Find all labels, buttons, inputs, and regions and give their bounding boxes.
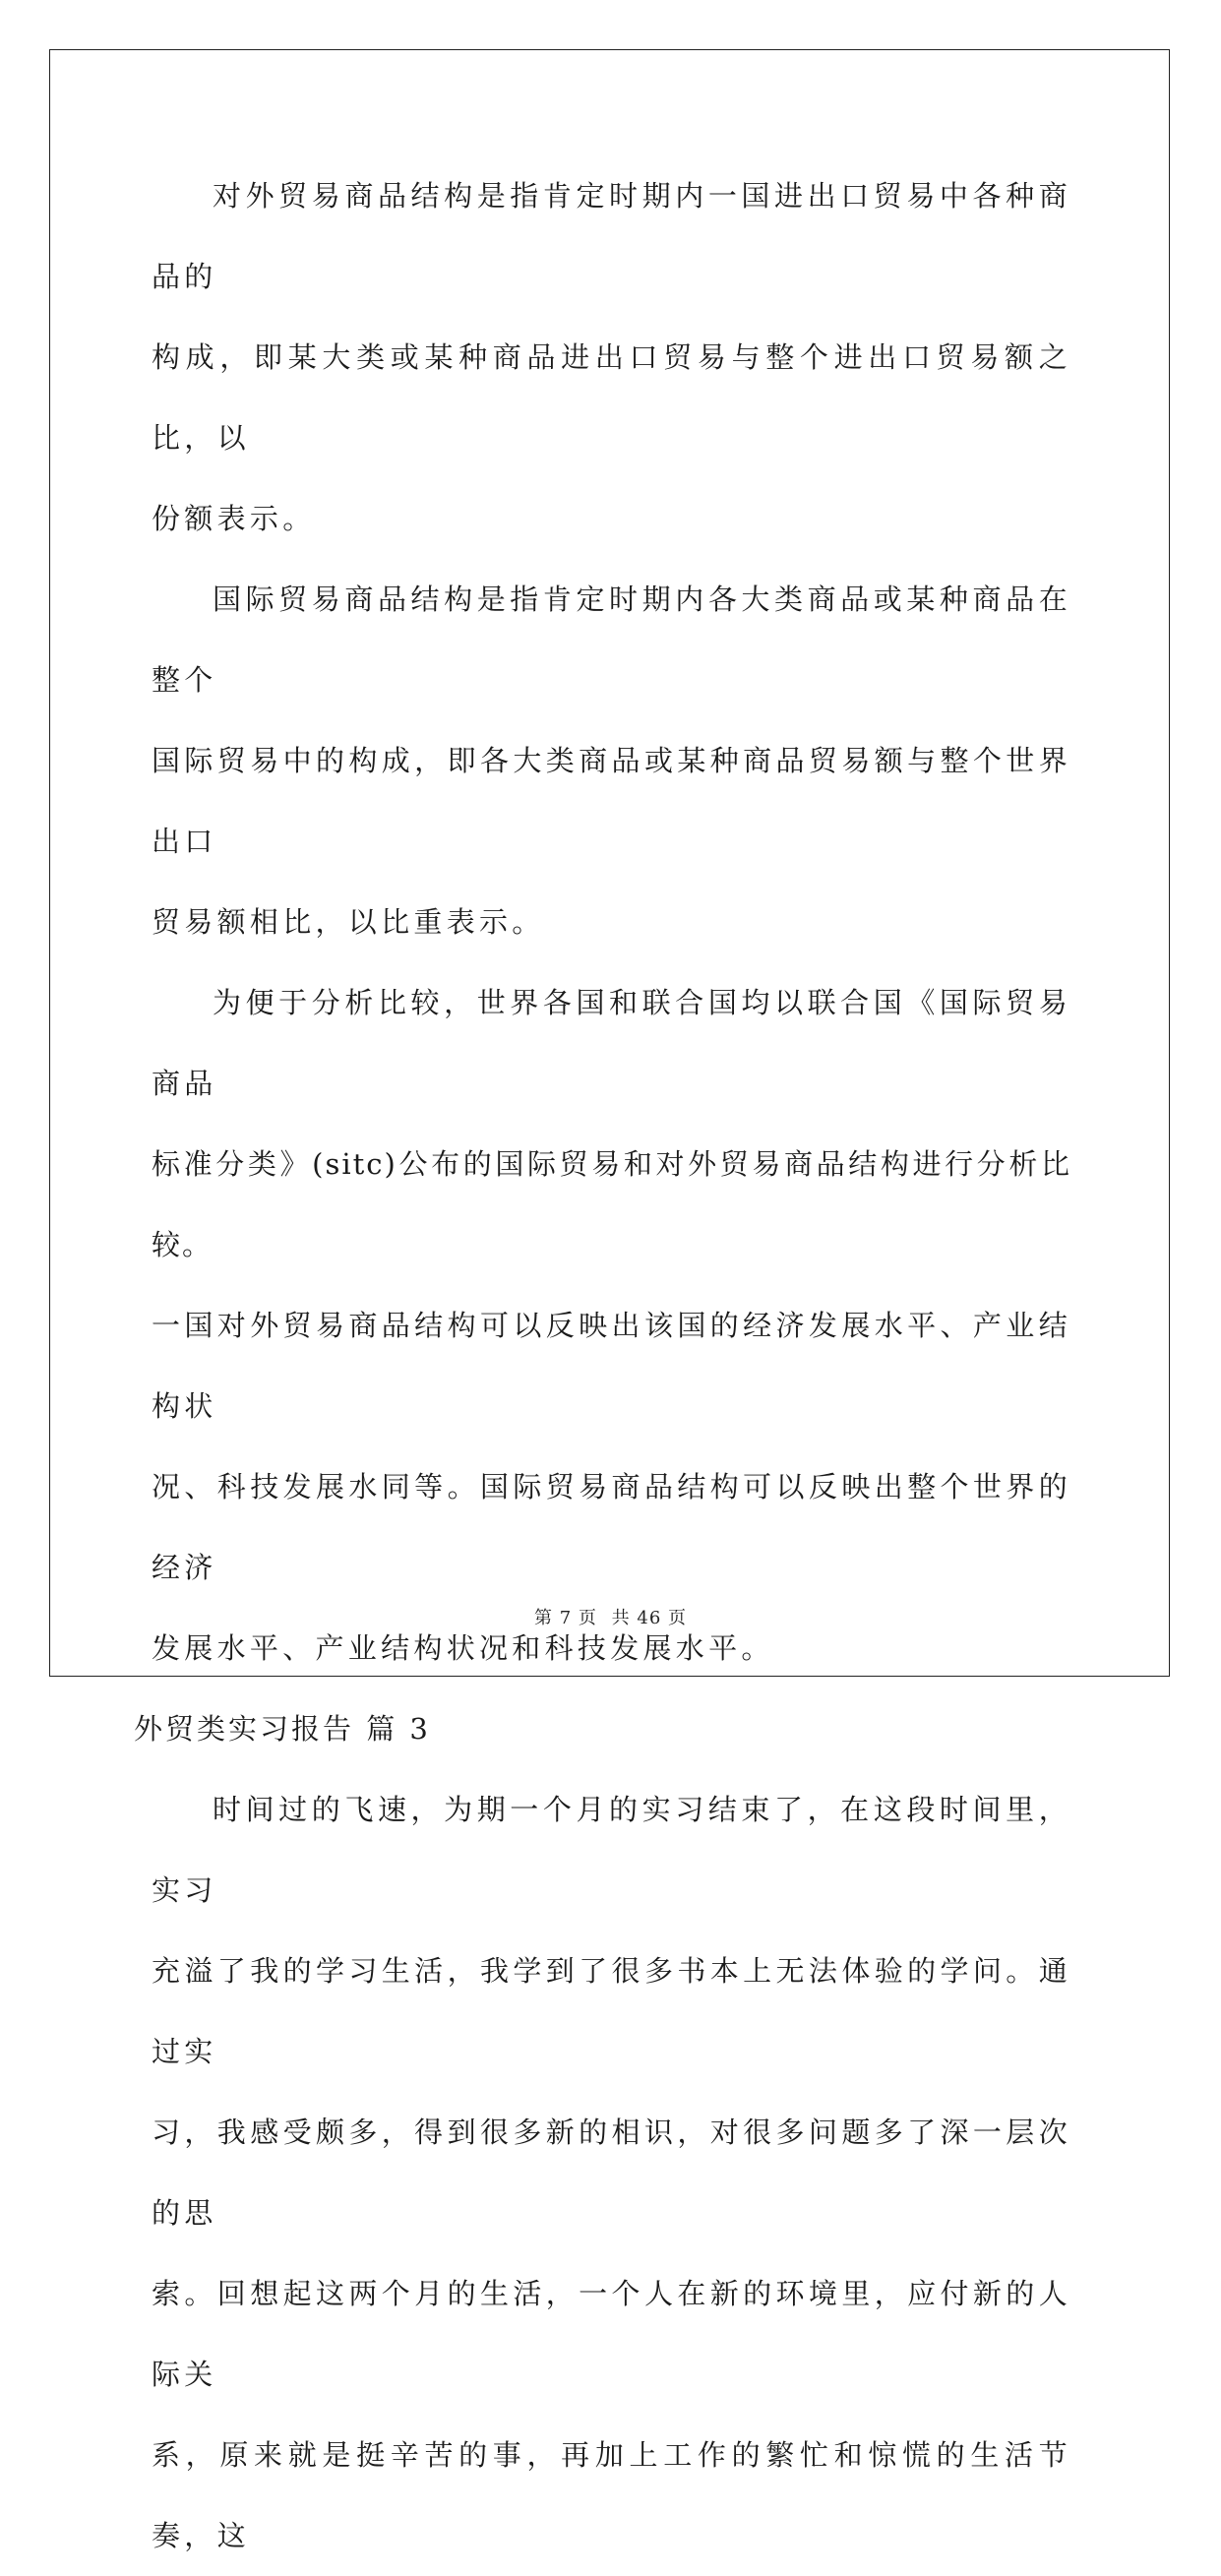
text-line: 况、科技发展水同等。国际贸易商品结构可以反映出整个世界的经济 (152, 1470, 1071, 1584)
text-line: 充溢了我的学习生活，我学到了很多书本上无法体验的学问。通过实 (152, 1954, 1071, 2068)
page-footer (0, 1604, 1221, 1629)
text-line: 构成，即某大类或某种商品进出口贸易与整个进出口贸易额之比，以 (152, 340, 1071, 455)
text-line: 索。回想起这两个月的生活，一个人在新的环境里，应付新的人际关 (152, 2277, 1071, 2391)
document-body (134, 155, 1071, 2576)
text-line: 为便于分析比较，世界各国和联合国均以联合国《国际贸易商品 (152, 986, 1071, 1100)
text-line: 标准分类》(sitc)公布的国际贸易和对外贸易商品结构进行分析比较。 (152, 1147, 1071, 1261)
text-line: 贸易额相比，以比重表示。 (152, 905, 545, 939)
text-line: 时间过的飞速，为期一个月的实习结束了，在这段时间里，实习 (152, 1793, 1071, 1907)
section-2 (152, 1769, 1071, 2576)
text-line: 一国对外贸易商品结构可以反映出该国的经济发展水平、产业结构状 (152, 1309, 1071, 1423)
section-heading: 外贸类实习报告 篇 3 (134, 1712, 431, 1746)
text-line: 对外贸易商品结构是指肯定时期内一国进出口贸易中各种商品的 (152, 179, 1071, 293)
total-pages: 共 46 页 (611, 1608, 687, 1628)
text-line: 国际贸易中的构成，即各大类商品或某种商品贸易额与整个世界出口 (152, 744, 1071, 858)
section-1 (152, 155, 1071, 1688)
text-line: 发展水平、产业结构状况和科技发展水平。 (152, 1631, 774, 1665)
text-line: 系，原来就是挺辛苦的事，再加上工作的繁忙和惊慌的生活节奏，这 (152, 2438, 1071, 2552)
text-line: 习，我感受颇多，得到很多新的相识，对很多问题多了深一层次的思 (152, 2116, 1071, 2230)
text-line: 国际贸易商品结构是指肯定时期内各大类商品或某种商品在整个 (152, 583, 1071, 697)
page-number: 第 7 页 (534, 1608, 597, 1628)
text-line: 份额表示。 (152, 502, 316, 535)
